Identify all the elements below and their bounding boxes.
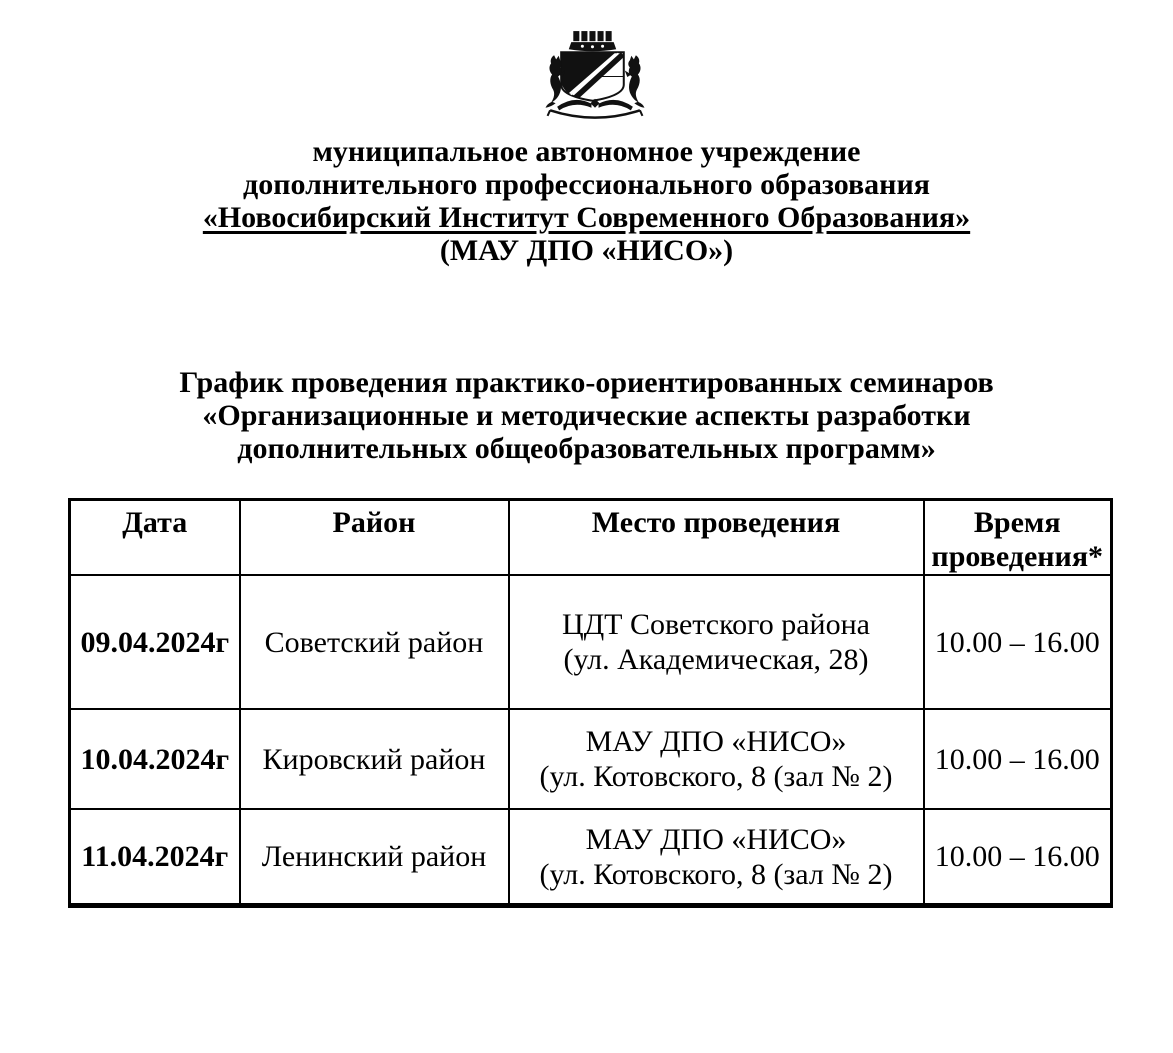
place-line: (ул. Котовского, 8 (зал № 2) (539, 857, 893, 891)
crown-icon (568, 31, 615, 51)
col-header-date: Дата (70, 500, 240, 576)
shield-icon (561, 52, 624, 100)
cell-time: 10.00 – 16.00 (924, 709, 1112, 809)
org-name: «Новосибирский Институт Современного Образования» (202, 201, 971, 234)
org-line-type: муниципальное автономное учреждение (312, 135, 861, 168)
cell-date: 11.04.2024г (70, 809, 240, 906)
cell-time: 10.00 – 16.00 (924, 575, 1112, 709)
table-row (70, 575, 1112, 709)
cell-date: 10.04.2024г (70, 709, 240, 809)
col-header-time: Время проведения* (924, 500, 1112, 576)
cell-district: Ленинский район (240, 809, 509, 906)
table-header-row (70, 500, 1112, 576)
cell-place (509, 809, 924, 906)
cell-district: Кировский район (240, 709, 509, 809)
place-line: (ул. Академическая, 28) (563, 643, 869, 676)
org-header (0, 135, 1173, 267)
cell-place (509, 709, 924, 809)
place-line: МАУ ДПО «НИСО» (585, 822, 847, 856)
cell-place (509, 575, 924, 709)
place-line: МАУ ДПО «НИСО» (585, 725, 847, 758)
cell-date: 09.04.2024г (70, 575, 240, 709)
cell-district: Советский район (240, 575, 509, 709)
title-line-2: «Организационные и методические аспекты разработки (202, 399, 971, 432)
place-line: ЦДТ Советского района (562, 608, 870, 641)
sable-right-icon (624, 55, 644, 107)
org-line-education: дополнительного профессионального образования (243, 168, 930, 201)
logo-container (0, 0, 1173, 129)
title-line-1: График проведения практико-ориентированных семинаров (179, 366, 994, 399)
bow-ribbon-icon (547, 99, 642, 118)
org-abbreviation: (МАУ ДПО «НИСО») (439, 234, 734, 267)
document-title (0, 366, 1173, 465)
schedule-table (68, 498, 1113, 908)
col-header-district: Район (240, 500, 509, 576)
place-line: (ул. Котовского, 8 (зал № 2) (539, 760, 893, 793)
title-line-3: дополнительных общеобразовательных программ» (237, 432, 936, 465)
cell-time: 10.00 – 16.00 (924, 809, 1112, 906)
table-row (70, 809, 1112, 906)
col-header-place: Место проведения (509, 500, 924, 576)
novosibirsk-coat-of-arms-icon (542, 28, 648, 124)
table-row (70, 709, 1112, 809)
